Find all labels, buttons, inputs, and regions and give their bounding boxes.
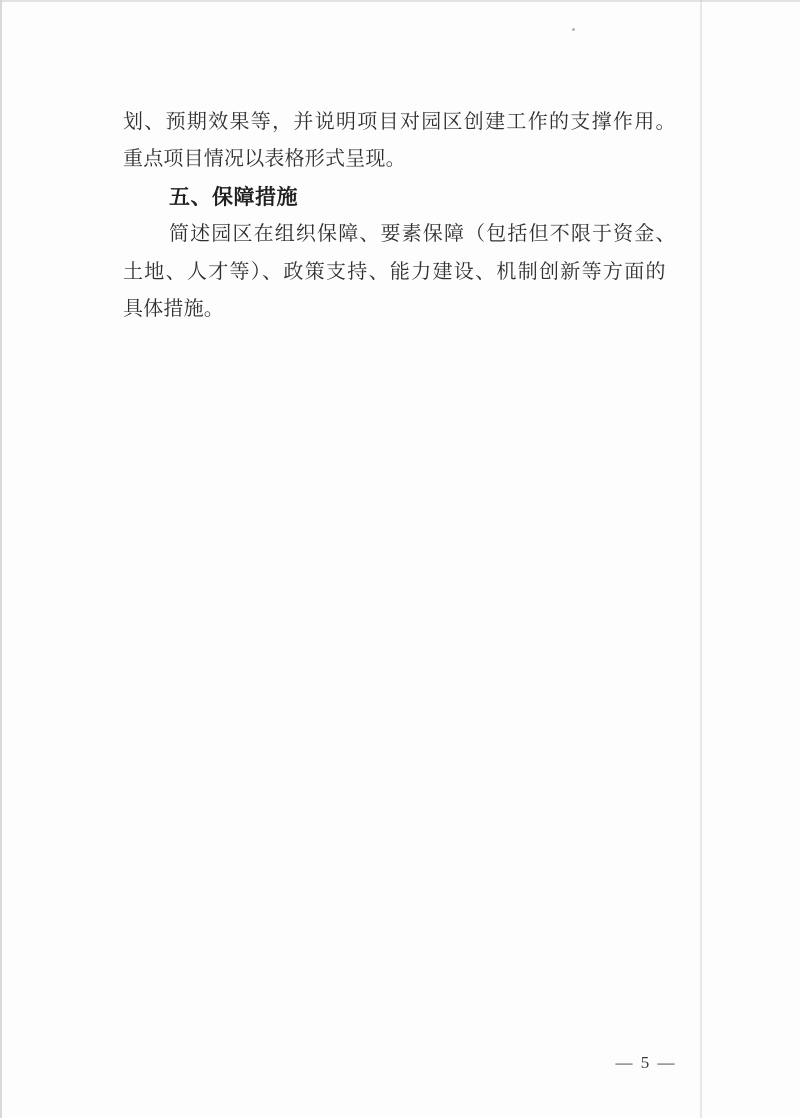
paragraph-line: 重点项目情况以表格形式呈现。 (123, 148, 406, 171)
page-number: — 5 — (615, 1053, 677, 1072)
paragraph-line: 划、预期效果等，并说明项目对园区创建工作的支撑作用。 (123, 111, 677, 133)
scan-fold-line (700, 0, 702, 1118)
body-text (123, 104, 679, 328)
paragraph-line: 具体措施。 (123, 298, 224, 321)
scan-edge-left (0, 0, 2, 1118)
scan-edge-top (0, 0, 800, 2)
paragraph-line: 土地、人才等）、政策支持、能力建设、机制创新等方面的 (123, 260, 667, 283)
scan-speck (572, 28, 575, 31)
paragraph-line: 简述园区在组织保障、要素保障（包括但不限于资金、 (169, 223, 677, 246)
section-heading: 五、保障措施 (169, 185, 298, 209)
